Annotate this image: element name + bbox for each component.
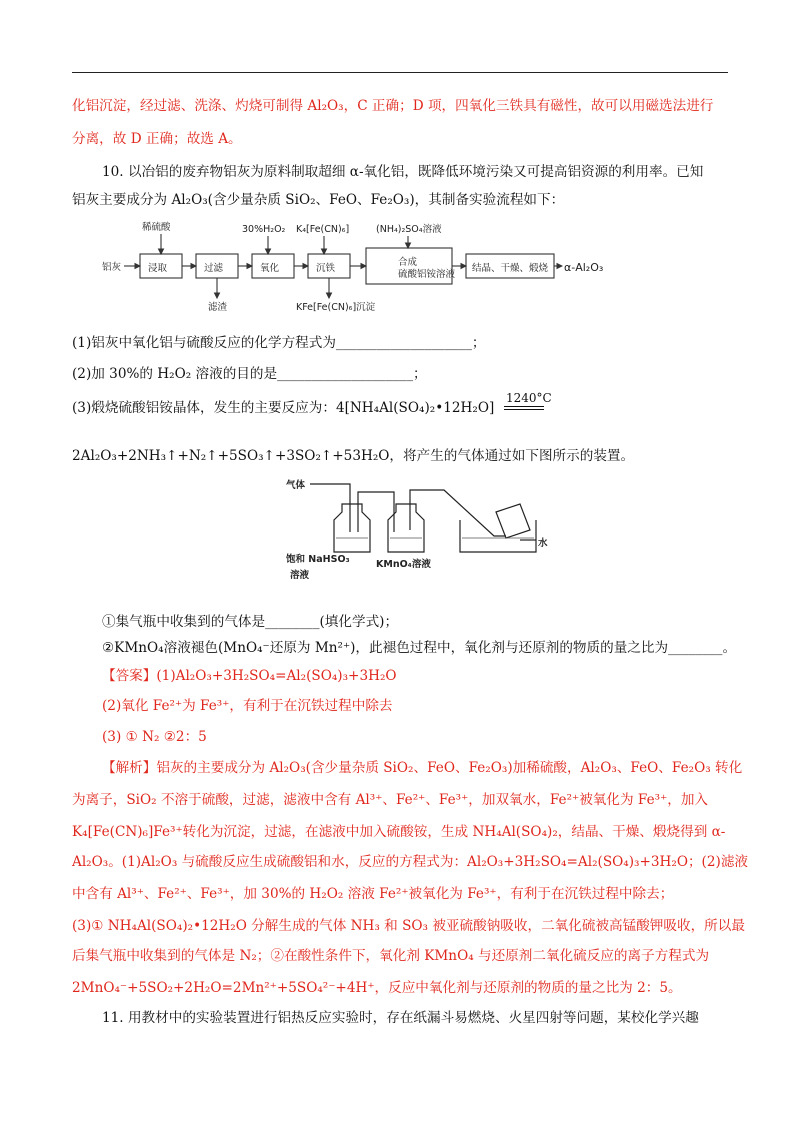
analysis-line: K₄[Fe(CN)₆]Fe³⁺转化为沉淀，过滤，在滤液中加入硫酸铵，生成 NH₄Al(SO₄)₂，结晶、干燥、煅烧得到 α-	[72, 824, 726, 840]
bottle1-label: 溶液	[290, 570, 310, 581]
question-3: (3)煅烧硫酸铝铵晶体，发生的主要反应为：4[NH₄Al(SO₄)₂•12H₂O]	[72, 400, 495, 416]
collecting-jar	[496, 504, 530, 538]
reagent-label: 30%H₂O₂	[242, 224, 286, 235]
wash-bottle	[334, 504, 370, 552]
question-3-2: ②KMnO₄溶液褪色(MnO₄⁻还原为 Mn²⁺)，此褪色过程中，氧化剂与还原剂的物质的量之比为________。	[102, 640, 737, 656]
analysis-line: 2MnO₄⁻+5SO₂+2H₂O=2Mn²⁺+5SO₄²⁻+4H⁺，反应中氧化剂与还原剂的物质的量之比为 2：5。	[72, 980, 682, 996]
analysis-line: 【解析】铝灰的主要成分为 Al₂O₃(含少量杂质 SiO₂、FeO、Fe₂O₃)加稀硫酸，Al₂O₃、FeO、Fe₂O₃ 转化	[102, 760, 743, 776]
reagent-label: 稀硫酸	[142, 222, 171, 233]
analysis-line: 为离子，SiO₂ 不溶于硫酸，过滤，滤液中含有 Al³⁺、Fe²⁺、Fe³⁺，加双氧水，Fe²⁺被氧化为 Fe³⁺，加入	[72, 792, 709, 808]
condition-bar	[504, 409, 544, 410]
analysis-line: Al₂O₃。(1)Al₂O₃ 与硫酸反应生成硫酸铝和水，反应的方程式为：Al₂O₃+3H₂SO₄=Al₂(SO₄)₃+3H₂O；(2)滤液	[72, 854, 749, 870]
condition-bar	[504, 406, 544, 407]
output-label: 滤渣	[208, 302, 228, 313]
gas-apparatus-diagram	[284, 472, 574, 587]
text-line: 铝灰主要成分为 Al₂O₃(含少量杂质 SiO₂、FeO、Fe₂O₃)，其制备实验流程如下：	[72, 192, 565, 208]
question-11-stem: 11. 用教材中的实验装置进行铝热反应实验时，存在纸漏斗易燃烧、火星四射等问题，某校化学兴趣	[102, 1010, 699, 1026]
analysis-line: 中含有 Al³⁺、Fe²⁺、Fe³⁺，加 30%的 H₂O₂ 溶液 Fe²⁺被氧化为 Fe³⁺，有利于在沉铁过程中除去；	[72, 886, 674, 902]
step-label: 沉铁	[316, 263, 336, 274]
step-label: 氧化	[260, 263, 280, 274]
answer-3: (3) ① N₂ ②2：5	[102, 729, 207, 745]
start-label: 铝灰	[102, 262, 122, 273]
step-label: 浸取	[148, 263, 168, 274]
bottle1-label: 饱和 NaHSO₃	[286, 554, 350, 565]
reagent-label: K₄[Fe(CN)₆]	[296, 224, 350, 235]
reagent-label: (NH₄)₂SO₄溶液	[376, 224, 442, 235]
analysis-line: 后集气瓶中收集到的气体是 N₂；②在酸性条件下，氧化剂 KMnO₄ 与还原剂二氧化硫反应的离子方程式为	[72, 948, 710, 964]
step-label: 结晶、干燥、煅烧	[472, 263, 549, 274]
bottle2-label: KMnO₄溶液	[376, 559, 431, 570]
question-1: (1)铝灰中氧化铝与硫酸反应的化学方程式为____________________；	[72, 335, 486, 351]
wash-bottle	[388, 504, 424, 552]
reaction-condition: 1240°C	[506, 391, 552, 405]
question-2: (2)加 30%的 H₂O₂ 溶液的目的是____________________；	[72, 366, 427, 382]
water-label: 水	[538, 538, 548, 549]
answer-2: (2)氧化 Fe²⁺为 Fe³⁺，有利于在沉铁过程中除去	[102, 698, 393, 714]
step-label: 过滤	[204, 263, 224, 274]
text-line: 化铝沉淀，经过滤、洗涤、灼烧可制得 Al₂O₃，C 正确；D 项，四氧化三铁具有磁性，故可以用磁选法进行	[72, 98, 714, 114]
product-label: α-Al₂O₃	[564, 261, 604, 274]
answer-1: 【答案】(1)Al₂O₃+3H₂SO₄=Al₂(SO₄)₃+3H₂O	[102, 668, 397, 684]
question-3-1: ①集气瓶中收集到的气体是________(填化学式)；	[102, 614, 399, 630]
analysis-line: (3)① NH₄Al(SO₄)₂•12H₂O 分解生成的气体 NH₃ 和 SO₃ 被亚硫酸钠吸收，二氧化硫被高锰酸钾吸收，所以最	[72, 918, 745, 934]
reaction-equation: 2Al₂O₃+2NH₃↑+N₂↑+5SO₃↑+3SO₂↑+53H₂O，将产生的气体通过如下图所示的装置。	[72, 448, 635, 464]
output-label: KFe[Fe(CN)₆]沉淀	[296, 302, 376, 313]
header-rule	[72, 72, 728, 73]
gas-label: 气体	[286, 480, 306, 491]
text-line: 分离，故 D 正确；故选 A。	[72, 131, 242, 147]
process-flow-diagram	[100, 218, 660, 316]
step-label: 合成硫酸铝铵溶液	[398, 257, 456, 280]
question-10-stem: 10. 以冶铝的废弃物铝灰为原料制取超细 α-氧化铝，既降低环境污染又可提高铝资源的利用率。已知	[102, 164, 704, 180]
